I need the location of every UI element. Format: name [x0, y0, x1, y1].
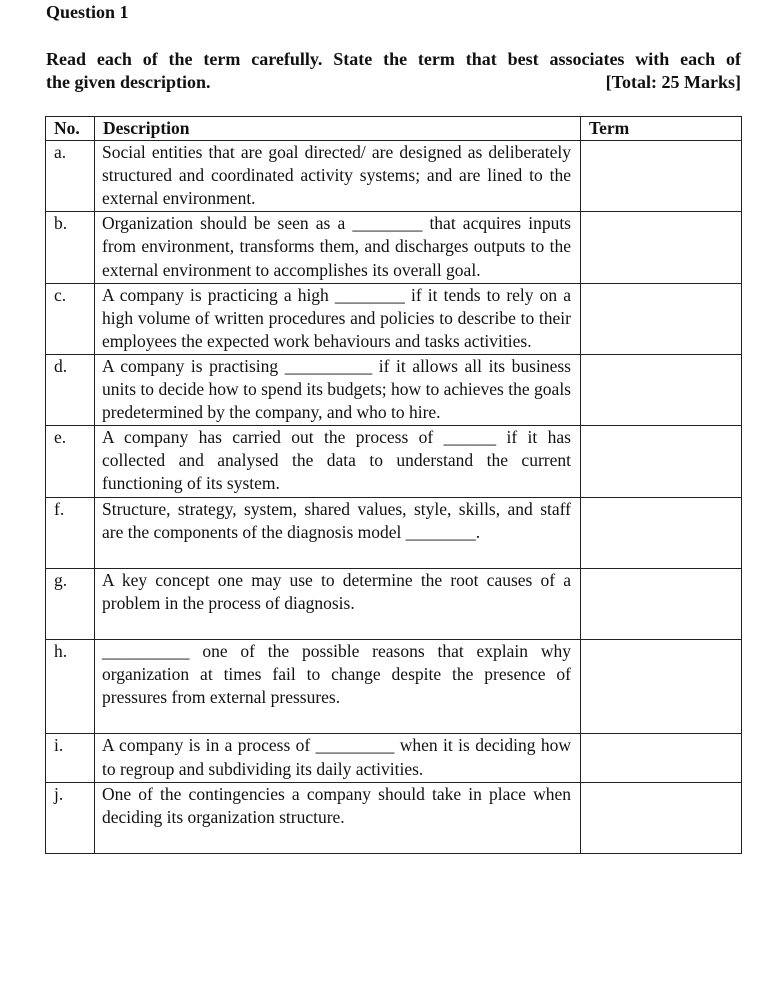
row-description-text: Organization should be seen as a ________ that acquires inputs from environment, transforms them, and discharges outputs to the external environment to accomplishes its overall goal.: [102, 213, 571, 280]
row-description: [95, 497, 581, 568]
row-description: [95, 568, 581, 639]
instructions-line-2: the given description.: [46, 72, 211, 92]
row-term-answer-cell[interactable]: [581, 212, 742, 283]
row-number: j.: [46, 782, 95, 853]
row-term-answer-cell[interactable]: [581, 640, 742, 734]
row-description-text: Social entities that are goal directed/ are designed as deliberately structured and coordinated activity systems; and are lined to the external environment.: [102, 142, 571, 209]
row-term-answer-cell[interactable]: [581, 283, 742, 354]
row-number: e.: [46, 426, 95, 497]
row-term-answer-cell[interactable]: [581, 426, 742, 497]
table-row: [46, 640, 742, 734]
row-term-answer-cell[interactable]: [581, 782, 742, 853]
row-description: [95, 734, 581, 782]
row-number: f.: [46, 497, 95, 568]
row-number: h.: [46, 640, 95, 734]
row-description-text: Structure, strategy, system, shared values, style, skills, and staff are the components of the diagnosis model ________.: [102, 498, 571, 542]
row-description-text: A company is practicing a high ________ if it tends to rely on a high volume of written procedures and policies to describe to their employees the expected work behaviours and tasks activities.: [102, 284, 571, 351]
row-term-answer-cell[interactable]: [581, 568, 742, 639]
table-row: [46, 734, 742, 782]
table-row: [46, 782, 742, 853]
row-description: [95, 141, 581, 212]
header-description: Description: [95, 117, 581, 141]
header-no: No.: [46, 117, 95, 141]
row-description: [95, 426, 581, 497]
row-number: b.: [46, 212, 95, 283]
total-marks: [Total: 25 Marks]: [605, 72, 741, 92]
row-number: d.: [46, 354, 95, 425]
table-row: [46, 141, 742, 212]
question-title: Question 1: [46, 2, 129, 22]
row-term-answer-cell[interactable]: [581, 497, 742, 568]
table-row: [46, 426, 742, 497]
row-term-answer-cell[interactable]: [581, 734, 742, 782]
row-description: [95, 782, 581, 853]
row-description: [95, 283, 581, 354]
row-number: i.: [46, 734, 95, 782]
row-term-answer-cell[interactable]: [581, 354, 742, 425]
row-description-text: A key concept one may use to determine the root causes of a problem in the process of diagnosis.: [102, 569, 571, 613]
row-description: [95, 212, 581, 283]
table-row: [46, 568, 742, 639]
row-number: c.: [46, 283, 95, 354]
instructions: [46, 48, 741, 94]
header-term: Term: [581, 117, 742, 141]
table-row: [46, 212, 742, 283]
row-description-text: A company is in a process of _________ when it is deciding how to regroup and subdividing its daily activities.: [102, 735, 571, 779]
instructions-line-1: Read each of the term carefully. State the term that best associates with each of: [46, 49, 741, 69]
table-body: [46, 141, 742, 854]
table-row: [46, 497, 742, 568]
row-description: [95, 640, 581, 734]
row-number: a.: [46, 141, 95, 212]
table-header-row: [46, 117, 742, 141]
table-row: [46, 354, 742, 425]
row-description-text: __________ one of the possible reasons that explain why organization at times fail to change despite the presence of pressures from external pressures.: [102, 641, 571, 708]
table-row: [46, 283, 742, 354]
row-description-text: A company has carried out the process of ______ if it has collected and analysed the data to understand the current functioning of its system.: [102, 427, 571, 494]
row-number: g.: [46, 568, 95, 639]
row-description-text: One of the contingencies a company should take in place when deciding its organization structure.: [102, 783, 571, 827]
question-table: [45, 116, 742, 854]
row-term-answer-cell[interactable]: [581, 141, 742, 212]
instructions-line-2-row: [46, 71, 741, 94]
row-description: [95, 354, 581, 425]
row-description-text: A company is practising __________ if it allows all its business units to decide how to spend its budgets; how to achieves the goals predetermined by the company, and who to hire.: [102, 355, 571, 423]
